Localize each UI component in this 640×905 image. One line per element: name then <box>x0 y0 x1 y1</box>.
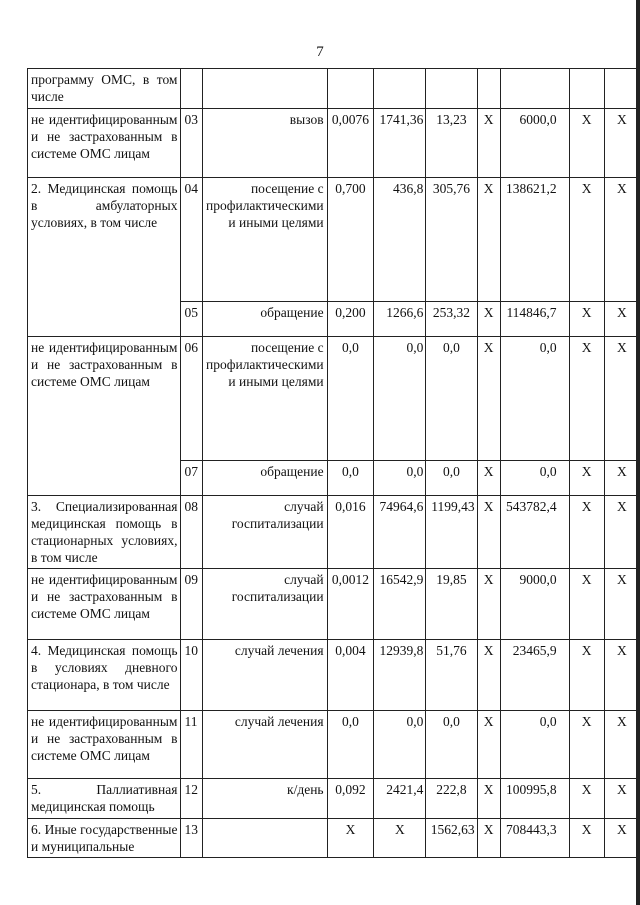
table-row <box>28 69 640 109</box>
cell-v2: 74964,6 <box>374 496 426 569</box>
cell-v7: X <box>604 569 639 640</box>
cell-v5: 0,0 <box>500 461 569 496</box>
row-label: 3. Специализированная медицинская помощь в стационарных условиях, в том числе <box>28 496 181 569</box>
cell-v7: X <box>604 779 639 819</box>
row-code: 13 <box>181 819 203 858</box>
cell-v7: X <box>604 819 639 858</box>
cell-v1: 0,200 <box>327 302 374 337</box>
cell-v2: 0,0 <box>374 337 426 461</box>
cell-v6: X <box>569 711 604 779</box>
cell-v5: 0,0 <box>500 711 569 779</box>
cell-v5: 23465,9 <box>500 640 569 711</box>
row-label: 4. Медицинская помощь в условиях дневного стационара, в том числе <box>28 640 181 711</box>
cell-v5: 0,0 <box>500 337 569 461</box>
cell-v6: X <box>569 569 604 640</box>
cell-v7: X <box>604 302 639 337</box>
data-table <box>27 68 640 858</box>
row-code: 06 <box>181 337 203 461</box>
row-unit: случай госпитализации <box>203 496 328 569</box>
table-row <box>28 496 640 569</box>
row-code: 12 <box>181 779 203 819</box>
row-code: 03 <box>181 109 203 178</box>
cell-v2 <box>374 69 426 109</box>
cell-v5: 100995,8 <box>500 779 569 819</box>
cell-v6: X <box>569 109 604 178</box>
row-code: 11 <box>181 711 203 779</box>
cell-v2: 1741,36 <box>374 109 426 178</box>
table-row <box>28 109 640 178</box>
row-label: программу ОМС, в том числе <box>28 69 181 109</box>
row-unit: случай лечения <box>203 711 328 779</box>
row-label: 2. Медицинская помощь в амбулаторных условиях, в том числе <box>28 178 181 337</box>
cell-v5: 114846,7 <box>500 302 569 337</box>
table-row <box>28 337 640 461</box>
table-row <box>28 779 640 819</box>
row-unit: случай лечения <box>203 640 328 711</box>
row-label: не идентифицированным и не застрахованным в системе ОМС лицам <box>28 109 181 178</box>
row-unit: обращение <box>203 302 328 337</box>
cell-v5: 138621,2 <box>500 178 569 302</box>
cell-v3: 0,0 <box>426 711 477 779</box>
cell-v4: X <box>477 178 500 302</box>
cell-v7 <box>604 69 639 109</box>
cell-v7: X <box>604 178 639 302</box>
cell-v4 <box>477 69 500 109</box>
cell-v5: 6000,0 <box>500 109 569 178</box>
row-unit <box>203 819 328 858</box>
cell-v1: 0,0 <box>327 711 374 779</box>
table-row <box>28 819 640 858</box>
cell-v3: 19,85 <box>426 569 477 640</box>
table-row <box>28 640 640 711</box>
cell-v6: X <box>569 640 604 711</box>
cell-v1: 0,016 <box>327 496 374 569</box>
cell-v1: 0,092 <box>327 779 374 819</box>
cell-v2: X <box>374 819 426 858</box>
cell-v5 <box>500 69 569 109</box>
cell-v6: X <box>569 819 604 858</box>
cell-v4: X <box>477 640 500 711</box>
cell-v6: X <box>569 178 604 302</box>
cell-v4: X <box>477 569 500 640</box>
row-unit: обращение <box>203 461 328 496</box>
cell-v1: 0,0012 <box>327 569 374 640</box>
cell-v6: X <box>569 496 604 569</box>
cell-v1: 0,0 <box>327 337 374 461</box>
cell-v2: 16542,9 <box>374 569 426 640</box>
cell-v3: 1562,63 <box>426 819 477 858</box>
table-row <box>28 178 640 302</box>
cell-v6: X <box>569 337 604 461</box>
row-unit: к/день <box>203 779 328 819</box>
cell-v4: X <box>477 302 500 337</box>
row-code <box>181 69 203 109</box>
cell-v4: X <box>477 819 500 858</box>
cell-v6: X <box>569 302 604 337</box>
cell-v5: 543782,4 <box>500 496 569 569</box>
row-unit: случай госпитализации <box>203 569 328 640</box>
cell-v4: X <box>477 779 500 819</box>
row-label: 6. Иные государственные и муниципальные <box>28 819 181 858</box>
row-unit: вызов <box>203 109 328 178</box>
table-row <box>28 711 640 779</box>
cell-v2: 0,0 <box>374 711 426 779</box>
cell-v7: X <box>604 337 639 461</box>
row-code: 09 <box>181 569 203 640</box>
cell-v6: X <box>569 779 604 819</box>
cell-v3: 13,23 <box>426 109 477 178</box>
cell-v7: X <box>604 461 639 496</box>
cell-v3: 305,76 <box>426 178 477 302</box>
row-unit: посещение с профилактическими и иными целями <box>203 337 328 461</box>
row-label: не идентифицированным и не застрахованным в системе ОМС лицам <box>28 711 181 779</box>
cell-v4: X <box>477 461 500 496</box>
cell-v3: 222,8 <box>426 779 477 819</box>
cell-v7: X <box>604 496 639 569</box>
cell-v2: 12939,8 <box>374 640 426 711</box>
row-label: не идентифицированным и не застрахованным в системе ОМС лицам <box>28 569 181 640</box>
cell-v4: X <box>477 711 500 779</box>
cell-v5: 9000,0 <box>500 569 569 640</box>
cell-v2: 0,0 <box>374 461 426 496</box>
row-unit <box>203 69 328 109</box>
cell-v3 <box>426 69 477 109</box>
cell-v1: 0,700 <box>327 178 374 302</box>
cell-v3: 0,0 <box>426 461 477 496</box>
cell-v7: X <box>604 640 639 711</box>
cell-v3: 0,0 <box>426 337 477 461</box>
row-label: 5. Паллиативная медицинская помощь <box>28 779 181 819</box>
cell-v1 <box>327 69 374 109</box>
cell-v3: 253,32 <box>426 302 477 337</box>
cell-v7: X <box>604 109 639 178</box>
cell-v1: 0,0076 <box>327 109 374 178</box>
row-code: 10 <box>181 640 203 711</box>
row-code: 08 <box>181 496 203 569</box>
cell-v2: 2421,4 <box>374 779 426 819</box>
cell-v6: X <box>569 461 604 496</box>
cell-v4: X <box>477 337 500 461</box>
row-unit: посещение с профилактическими и иными целями <box>203 178 328 302</box>
cell-v4: X <box>477 109 500 178</box>
table-row <box>28 569 640 640</box>
row-code: 04 <box>181 178 203 302</box>
cell-v3: 51,76 <box>426 640 477 711</box>
cell-v7: X <box>604 711 639 779</box>
cell-v4: X <box>477 496 500 569</box>
cell-v3: 1199,43 <box>426 496 477 569</box>
cell-v2: 1266,6 <box>374 302 426 337</box>
cell-v6 <box>569 69 604 109</box>
row-code: 07 <box>181 461 203 496</box>
cell-v1: 0,0 <box>327 461 374 496</box>
row-label: не идентифицированным и не застрахованным в системе ОМС лицам <box>28 337 181 496</box>
cell-v1: X <box>327 819 374 858</box>
page-number: 7 <box>316 44 324 60</box>
cell-v2: 436,8 <box>374 178 426 302</box>
cell-v5: 708443,3 <box>500 819 569 858</box>
row-code: 05 <box>181 302 203 337</box>
cell-v1: 0,004 <box>327 640 374 711</box>
